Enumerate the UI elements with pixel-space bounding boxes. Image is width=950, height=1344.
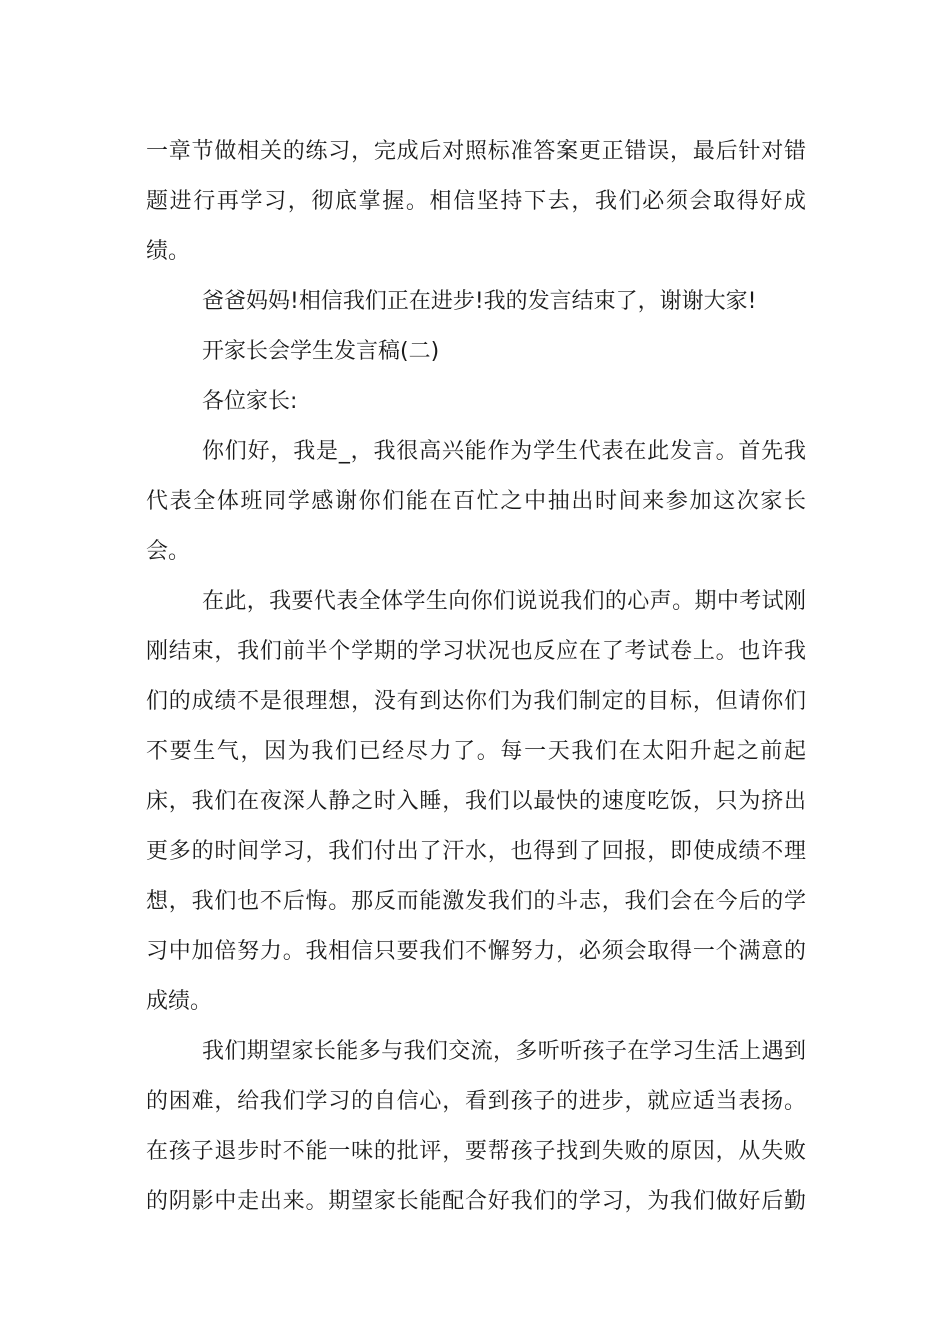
text-line: 床，我们在夜深人静之时入睡，我们以最快的速度吃饭，只为挤出 (146, 789, 806, 814)
text-line: 我们期望家长能多与我们交流，多听听孩子在学习生活上遇到 (202, 1039, 806, 1064)
text-line: 们的成绩不是很理想，没有到达你们为我们制定的目标，但请你们 (146, 689, 806, 714)
text-line: 在此，我要代表全体学生向你们说说我们的心声。期中考试刚 (202, 589, 806, 614)
text-line: 题进行再学习，彻底掌握。相信坚持下去，我们必须会取得好成 (146, 189, 806, 214)
closing-line: 爸爸妈妈!相信我们正在进步!我的发言结束了，谢谢大家! (202, 289, 757, 314)
text-line: 在孩子退步时不能一味的批评，要帮孩子找到失败的原因，从失败 (146, 1139, 806, 1164)
text-line: 的阴影中走出来。期望家长能配合好我们的学习，为我们做好后勤 (146, 1189, 806, 1214)
text-line: 更多的时间学习，我们付出了汗水，也得到了回报，即使成绩不理 (146, 839, 806, 864)
salutation: 各位家长: (202, 389, 298, 414)
text-line: 不要生气，因为我们已经尽力了。每一天我们在太阳升起之前起 (146, 739, 806, 764)
text-line: 绩。 (146, 239, 191, 264)
text-line: 的困难，给我们学习的自信心，看到孩子的进步，就应适当表扬。 (146, 1089, 806, 1114)
text-line: 习中加倍努力。我相信只要我们不懈努力，必须会取得一个满意的 (146, 939, 806, 964)
text-line: 想，我们也不后悔。那反而能激发我们的斗志，我们会在今后的学 (146, 889, 806, 914)
text-line: 代表全体班同学感谢你们能在百忙之中抽出时间来参加这次家长 (146, 489, 806, 514)
text-line: 刚结束，我们前半个学期的学习状况也反应在了考试卷上。也许我 (146, 639, 806, 664)
section-title: 开家长会学生发言稿(二) (202, 339, 440, 364)
text-line: 成绩。 (146, 989, 213, 1014)
text-line: 一章节做相关的练习，完成后对照标准答案更正错误，最后针对错 (146, 139, 806, 164)
text-line: 你们好，我是_，我很高兴能作为学生代表在此发言。首先我 (202, 439, 806, 464)
text-line: 会。 (146, 539, 191, 564)
